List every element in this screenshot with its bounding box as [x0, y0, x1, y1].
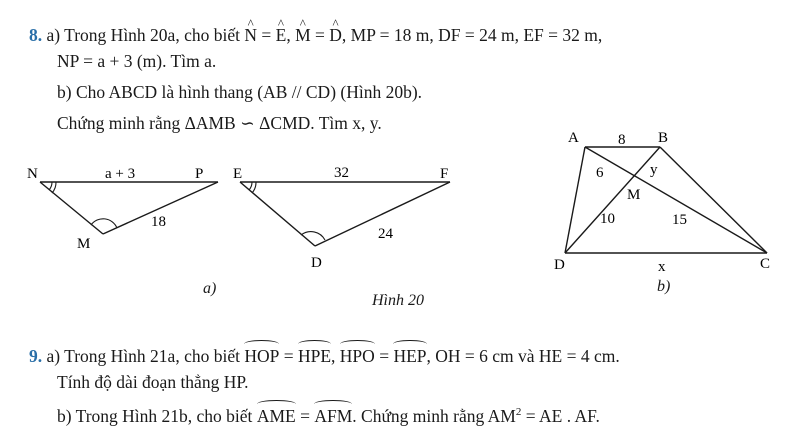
label-ab: 8 [618, 132, 626, 148]
label-mc: 15 [672, 212, 687, 228]
angle-hep: HEP [393, 346, 427, 366]
label-e: E [233, 166, 243, 182]
equals-sign: = [283, 346, 294, 366]
problem-9b-line [57, 401, 600, 427]
problem-9a-given: , OH = 6 cm và HE = 4 cm. [426, 346, 620, 366]
problem-9-number: 9. [29, 346, 43, 366]
figure-20-caption: Hình 20 [372, 292, 424, 309]
angle-m: ^ M [295, 24, 311, 46]
angle-hpo: HPO [339, 346, 375, 366]
label-np: a + 3 [105, 166, 136, 182]
problem-8a-line-2: NP = a + 3 (m). Tìm a. [57, 51, 217, 71]
label-d: D [311, 255, 322, 271]
angle-e: ^ E [276, 24, 287, 46]
label-dm: 10 [600, 211, 615, 227]
comma: , [286, 25, 291, 45]
label-m: M [627, 187, 641, 203]
equals-sign: = [300, 405, 310, 426]
problem-8a-prefix: a) Trong Hình 20a, cho biết [46, 25, 240, 45]
label-bm: y [650, 162, 658, 178]
label-b: B [658, 130, 669, 146]
superscript-2: 2 [515, 406, 522, 418]
label-f: F [440, 166, 449, 182]
label-mp: 18 [151, 214, 166, 230]
label-am: 6 [596, 165, 604, 181]
problem-9b-statement: . Chứng minh rằng AM [352, 405, 516, 426]
label-a: A [568, 130, 579, 146]
problem-9-line-1 [29, 345, 620, 367]
angle-n: ^ N [244, 24, 257, 46]
label-df: 24 [378, 226, 393, 242]
angle-d: ^ D [329, 24, 342, 46]
problem-9b-prefix: b) Trong Hình 21b, cho biết [57, 405, 253, 426]
comma: , [331, 346, 336, 366]
label-m: M [77, 236, 91, 252]
problem-9b-end: = AE . AF. [521, 405, 600, 426]
equals-sign: = [261, 25, 272, 45]
problem-8-number: 8. [29, 25, 43, 45]
label-p: P [195, 166, 204, 182]
equals-sign: = [379, 346, 390, 366]
problem-8b-line-1: b) Cho ABCD là hình thang (AB // CD) (Hình 20b). [57, 82, 423, 102]
label-ef: 32 [334, 165, 349, 181]
figure-20b-trapezoid [550, 128, 780, 288]
angle-hop: HOP [244, 346, 280, 366]
figure-20a-triangle-edf [228, 160, 458, 275]
label-dc: x [658, 259, 666, 275]
problem-8a-given: , MP = 18 m, DF = 24 m, EF = 32 m, [341, 25, 603, 45]
problem-9a-line-2: Tính độ dài đoạn thẳng HP. [57, 372, 249, 392]
angle-ame: AME [256, 405, 296, 426]
problem-8-line-1 [29, 24, 602, 46]
equals-sign: = [315, 25, 325, 45]
label-d: D [554, 257, 565, 273]
figure-20b-caption: b) [657, 278, 671, 295]
problem-8b-line-2: Chứng minh rằng ΔAMB ∽ ΔCMD. Tìm x, y. [57, 113, 382, 133]
label-n: N [27, 166, 38, 182]
problem-9a-prefix: a) Trong Hình 21a, cho biết [46, 346, 240, 366]
label-c: C [760, 256, 771, 272]
angle-afm: AFM [314, 405, 353, 426]
figure-20a-triangle-nmp [25, 160, 225, 260]
angle-hpe: HPE [297, 346, 332, 366]
figure-20a-caption: a) [203, 280, 217, 297]
